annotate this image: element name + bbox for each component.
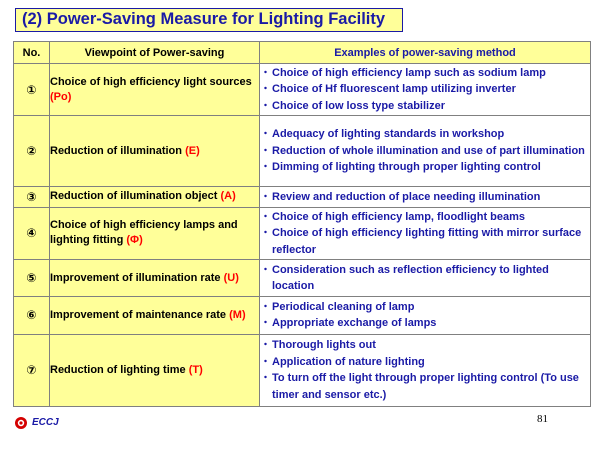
example-text: Appropriate exchange of lamps	[272, 317, 437, 330]
viewpoint-cell	[50, 64, 260, 116]
list-item	[260, 337, 590, 354]
viewpoint-text: Reduction of lighting time	[50, 363, 186, 376]
examples-cell	[260, 64, 591, 116]
examples-list	[260, 126, 590, 176]
table-row	[14, 207, 591, 259]
bullet-marker: ・	[260, 83, 271, 96]
viewpoint-symbol: (U)	[223, 271, 239, 284]
row-number: ①	[14, 64, 50, 116]
row-number: ⑤	[14, 260, 50, 297]
list-item	[260, 315, 590, 332]
eccj-logo-icon	[14, 416, 28, 430]
example-text: Thorough lights out	[272, 339, 376, 352]
table-row	[14, 297, 591, 334]
viewpoint-text: Improvement of illumination rate	[50, 271, 221, 284]
list-item	[260, 98, 590, 115]
list-item	[260, 225, 590, 258]
examples-list	[260, 299, 590, 332]
viewpoint-cell	[50, 334, 260, 406]
row-number: ③	[14, 186, 50, 207]
viewpoint-text: Improvement of maintenance rate	[50, 308, 227, 321]
viewpoint-symbol: (A)	[220, 190, 236, 203]
list-item	[260, 189, 590, 206]
bullet-marker: ・	[260, 161, 271, 174]
examples-cell	[260, 207, 591, 259]
viewpoint-cell	[50, 297, 260, 334]
bullet-marker: ・	[260, 99, 271, 112]
bullet-marker: ・	[260, 372, 271, 385]
examples-cell	[260, 186, 591, 207]
examples-cell	[260, 334, 591, 406]
list-item	[260, 65, 590, 82]
example-text: Choice of high efficiency lamp, floodlight beams	[272, 210, 526, 223]
list-item	[260, 126, 590, 143]
viewpoint-symbol: (T)	[188, 363, 203, 376]
bullet-marker: ・	[260, 66, 271, 79]
viewpoint-cell	[50, 116, 260, 186]
table-row	[14, 116, 591, 186]
list-item	[260, 370, 590, 403]
row-number: ④	[14, 207, 50, 259]
viewpoint-symbol: (E)	[185, 144, 200, 157]
row-number: ⑥	[14, 297, 50, 334]
list-item	[260, 143, 590, 160]
example-text: Choice of Hf fluorescent lamp utilizing inverter	[272, 83, 516, 96]
bullet-marker: ・	[260, 317, 271, 330]
example-text: Consideration such as reflection efficiency to lighted location	[272, 263, 549, 293]
example-text: Choice of high efficiency lamp such as sodium lamp	[272, 66, 546, 79]
list-item	[260, 81, 590, 98]
row-number: ②	[14, 116, 50, 186]
viewpoint-symbol: (Po)	[50, 90, 72, 103]
list-item	[260, 209, 590, 226]
list-item	[260, 299, 590, 316]
power-saving-table	[13, 41, 591, 407]
table-row	[14, 260, 591, 297]
list-item	[260, 159, 590, 176]
examples-cell	[260, 116, 591, 186]
table-row	[14, 186, 591, 207]
viewpoint-cell	[50, 207, 260, 259]
viewpoint-text: Choice of high efficiency light sources	[50, 75, 252, 88]
row-number: ⑦	[14, 334, 50, 406]
list-item	[260, 262, 590, 295]
examples-cell	[260, 260, 591, 297]
example-text: To turn off the light through proper lighting control (To use timer and sensor etc.)	[272, 372, 579, 401]
examples-list	[260, 262, 590, 295]
bullet-marker: ・	[260, 339, 271, 352]
viewpoint-cell	[50, 186, 260, 207]
header-no: No.	[14, 42, 50, 64]
example-text: Choice of high efficiency lighting fitting with mirror surface reflector	[272, 227, 582, 256]
viewpoint-text: Reduction of illumination	[50, 144, 182, 157]
example-text: Dimming of lighting through proper lighting control	[272, 161, 541, 174]
examples-list	[260, 189, 590, 206]
example-text: Adequacy of lighting standards in workshop	[272, 128, 505, 141]
examples-list	[260, 209, 590, 259]
bullet-marker: ・	[260, 190, 271, 203]
examples-list	[260, 337, 590, 403]
viewpoint-symbol: (Φ)	[126, 234, 143, 247]
viewpoint-symbol: (M)	[229, 308, 246, 321]
bullet-marker: ・	[260, 227, 271, 240]
bullet-marker: ・	[260, 144, 271, 157]
bullet-marker: ・	[260, 128, 271, 141]
list-item	[260, 354, 590, 371]
examples-cell	[260, 297, 591, 334]
example-text: Application of nature lighting	[272, 355, 425, 368]
bullet-marker: ・	[260, 263, 271, 276]
viewpoint-text: Choice of high efficiency lamps and lighting fitting	[50, 219, 238, 247]
bullet-marker: ・	[260, 355, 271, 368]
example-text: Periodical cleaning of lamp	[272, 300, 415, 313]
header-examples: Examples of power-saving method	[260, 42, 591, 64]
table-header-row	[14, 42, 591, 64]
example-text: Review and reduction of place needing illumination	[272, 190, 541, 203]
examples-list	[260, 65, 590, 115]
viewpoint-text: Reduction of illumination object	[50, 190, 218, 203]
table-row	[14, 64, 591, 116]
example-text: Choice of low loss type stabilizer	[272, 99, 445, 112]
table-row	[14, 334, 591, 406]
slide-title: (2) Power-Saving Measure for Lighting Facility	[15, 8, 403, 32]
header-viewpoint: Viewpoint of Power-saving	[50, 42, 260, 64]
page-number: 81	[537, 413, 548, 425]
bullet-marker: ・	[260, 300, 271, 313]
footer-org: ECCJ	[32, 417, 59, 428]
viewpoint-cell	[50, 260, 260, 297]
bullet-marker: ・	[260, 210, 271, 223]
example-text: Reduction of whole illumination and use of part illumination	[272, 144, 585, 157]
